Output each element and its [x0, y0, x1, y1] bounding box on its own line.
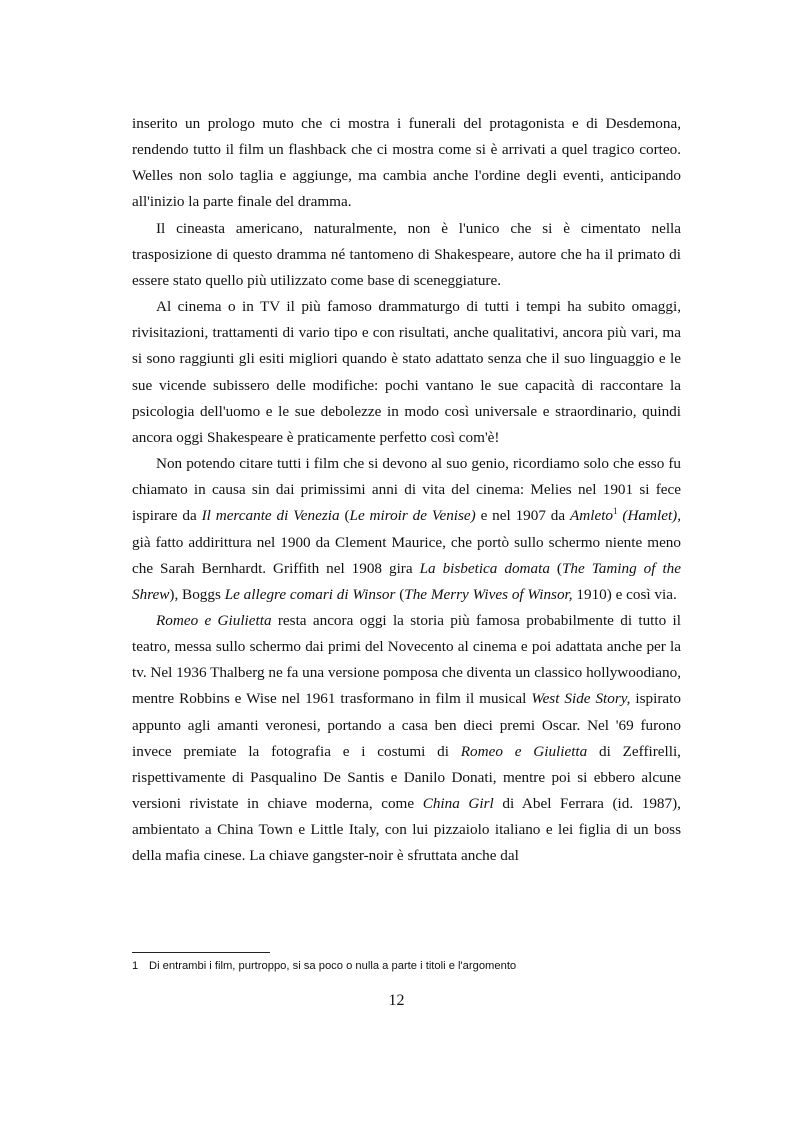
italic-title: (Hamlet), — [622, 507, 682, 525]
italic-title: Le allegre comari di Winsor — [224, 585, 396, 603]
italic-title: West Side Story, — [531, 690, 631, 708]
text-segment: ), Boggs — [169, 585, 225, 603]
text-segment: già fatto addirittura nel 1900 da Clement Maurice, che portò sullo schermo niente meno che Sarah Bernhardt. Griffith nel 1908 gira — [132, 533, 681, 577]
text-segment: di Zeffirelli, rispettivamente di Pasqualino De Santis e Danilo Donati, mentre poi si ebbero alcune versioni rivistate in chiave moderna, come — [132, 742, 681, 813]
text-segment: Al cinema o in TV il più famoso drammaturgo di tutti i tempi ha subito omaggi, rivisitazioni, trattamenti di vario tipo e con risultati, anche qualitativi, ancora più vari, ma si sono raggiunti gli esiti migliori quando è stato adattato senza che il suo linguaggio e le sue vicende subissero delle modifiche: pochi vantano le sue capacità di raccontare la psicologia dell'uomo e le sue debolezze in modo così universale e straordinario, quindi ancora oggi Shakespeare è praticamente perfetto così com'è! — [132, 298, 681, 446]
text-segment: resta ancora oggi la storia più famosa probabilmente di tutto il teatro, messa sullo schermo dai primi del Novecento al cinema e poi adattata anche per la tv. Nel 1936 Thalberg ne fa una versione pomposa che diventa un classico hollywoodiano, mentre Robbins e Wise nel 1961 trasformano in film il musical — [132, 611, 681, 708]
italic-title: Amleto — [570, 507, 614, 525]
footnote-number: 1 — [132, 960, 139, 972]
paragraph — [132, 294, 681, 451]
italic-title: The Taming of the Shrew — [132, 559, 682, 603]
text-segment: inserito un prologo muto che ci mostra i funerali del protagonista e di Desdemona, rendendo tutto il film un flashback che ci mostra come si è arrivati a quel tragico corteo. Welles non solo taglia e aggiunge, ma cambia anche l'ordine degli eventi, anticipando all'inizio la parte finale del dramma. — [132, 115, 681, 211]
text-segment: ispirato appunto agli amanti veronesi, portando a casa ben dieci premi Oscar. Nel '69 furono invece premiate la fotografia e i costumi di — [132, 690, 681, 760]
text-segment: ( — [339, 507, 350, 525]
footnote-reference: 1 — [613, 506, 618, 517]
text-segment: di Abel Ferrara (id. 1987), ambientato a China Town e Little Italy, con lui pizzaiolo italiano e lei figlia di un boss della mafia cinese. La chiave gangster-noir è sfruttata anche dal — [132, 795, 681, 865]
footnote-text: Di entrambi i film, purtroppo, si sa poco o nulla a parte i titoli e l'argomento — [149, 960, 517, 972]
footnote — [132, 958, 692, 974]
paragraph — [132, 111, 681, 216]
body-text — [132, 111, 681, 870]
text-segment: ( — [395, 585, 405, 603]
italic-title: Le miroir de Venise) — [349, 507, 476, 525]
italic-title: China Girl — [422, 795, 494, 813]
text-segment: e nel 1907 da — [475, 507, 570, 525]
paragraph — [132, 216, 681, 294]
text-segment: Non potendo citare tutti i film che si devono al suo genio, ricordiamo solo che esso fu chiamato in causa sin dai primissimi anni di vita del cinema: Melies nel 1901 si fece ispirare da — [132, 455, 681, 525]
italic-title: The Merry Wives of Winsor, — [404, 585, 573, 603]
paragraph — [132, 451, 681, 608]
text-segment: 1910) e così via. — [572, 585, 677, 603]
italic-title: Romeo e Giulietta — [156, 611, 272, 629]
italic-title: La bisbetica domata — [419, 559, 550, 577]
text-segment: Il cineasta americano, naturalmente, non è l'unico che si è cimentato nella trasposizione di questo dramma né tantomeno di Shakespeare, autore che ha il primato di essere stato quello più utilizzato come base di sceneggiature. — [132, 219, 681, 289]
text-segment: ( — [549, 559, 562, 577]
paragraph — [132, 608, 681, 870]
italic-title: Romeo e Giulietta — [460, 742, 588, 760]
footnote-separator — [132, 952, 270, 953]
page-number: 12 — [388, 992, 405, 1009]
italic-title: Il mercante di Venezia — [201, 507, 340, 525]
